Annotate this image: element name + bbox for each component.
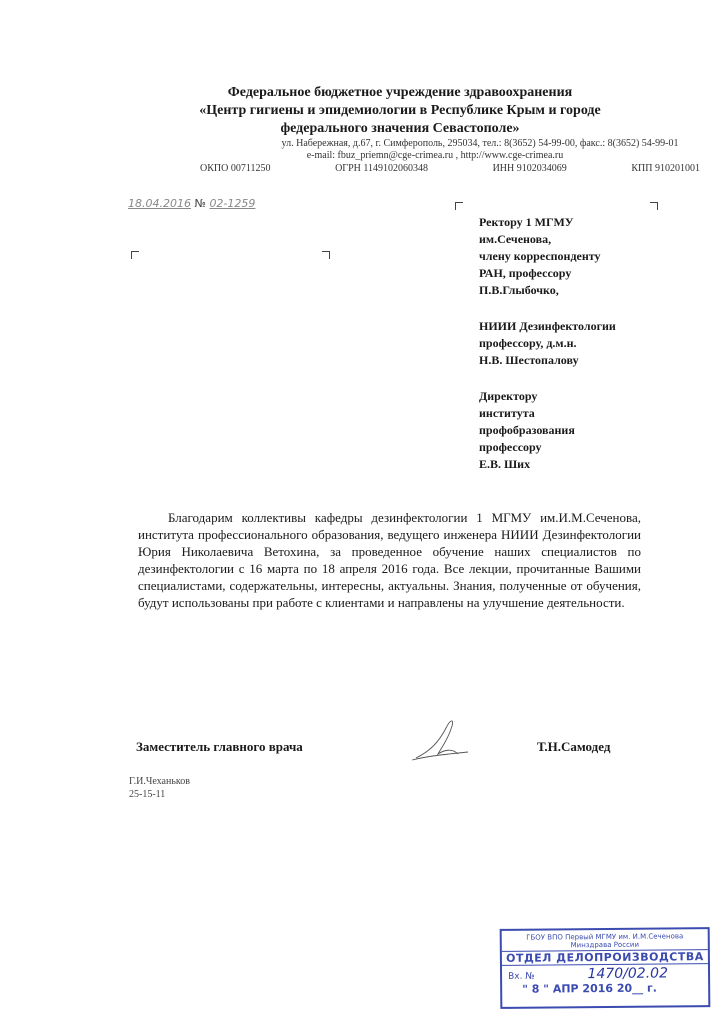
body-paragraph: Благодарим коллективы кафедры дезинфектологии 1 МГМУ им.И.М.Сеченова, института профессионального образования, ведущего инженера НИИИ Дезинфектологии Юрия Николаевича Ветохина, за проведенное обучение наших специалистов по дезинфектологии с 16 марта по 18 апреля 2016 года. Все лекции, прочитанные Вашими специалистами, содержательны, интересны, актуальны. Знания, полученные от обучения, будут использованы при работе с клиентами и направлены на улучшение деятельности. — [138, 510, 641, 610]
left-block-corner-mark — [131, 251, 139, 259]
addressee-line: РАН, профессору — [479, 266, 572, 280]
letterhead — [100, 84, 700, 174]
registration-stamp — [500, 927, 711, 1009]
addressee-line: профобразования — [479, 423, 575, 437]
executor-info — [129, 775, 190, 801]
executor-name: Г.И.Чеханьков — [129, 776, 190, 787]
left-block-corner-mark-right — [322, 251, 330, 259]
outgoing-reference — [128, 197, 255, 210]
stamp-in-label: Вх. № — [508, 971, 535, 982]
handwritten-signature — [408, 714, 478, 764]
stamp-department: ОТДЕЛ ДЕЛОПРОИЗВОДСТВА — [502, 949, 708, 966]
org-name-line1: Федеральное бюджетное учреждение здравоохранения — [227, 85, 573, 100]
addressee-line: члену корреспонденту — [479, 249, 601, 263]
addressee-line: им.Сеченова, — [479, 232, 552, 246]
stamp-in-number: 1470/02.02 — [587, 965, 669, 983]
addressee-line: Ректору 1 МГМУ — [479, 215, 574, 229]
signatory-name: Т.Н.Самодед — [537, 739, 611, 754]
addressee-corner-mark — [455, 202, 463, 210]
org-name-line2: «Центр гигиены и эпидемиологии в Республике Крым и городе — [199, 103, 601, 118]
outgoing-number: 02-1259 — [209, 197, 256, 210]
addressee-block — [479, 214, 616, 473]
addressee-line: Н.В. Шестопалову — [479, 353, 579, 367]
outgoing-date: 18.04.2016 — [128, 197, 191, 210]
addressee-line: института — [479, 406, 535, 420]
org-contacts: e-mail: fbuz_priemn@cge-crimea.ru , http://www.cge-crimea.ru — [306, 150, 564, 161]
addressee-line: Е.В. Ших — [479, 457, 531, 471]
addressee-line: Директору — [479, 389, 538, 403]
outgoing-no-label: № — [194, 197, 206, 210]
addressee-line: профессору — [479, 440, 542, 454]
addressee-line: П.В.Глыбочко, — [479, 283, 559, 297]
kpp: КПП 910201001 — [631, 163, 700, 174]
signatory-title: Заместитель главного врача — [136, 739, 303, 754]
org-address: ул. Набережная, д.67, г. Симферополь, 295034, тел.: 8(3652) 54-99-00, факс.: 8(3652) 54-99-01 — [281, 138, 679, 149]
addressee-line: НИИИ Дезинфектологии — [479, 319, 616, 333]
org-name-line3: федерального значения Севастополе» — [280, 121, 520, 136]
stamp-institution: ГБОУ ВПО Первый МГМУ им. И.М.Сеченова — [526, 932, 684, 942]
letter-body — [138, 509, 641, 611]
stamp-incoming — [502, 965, 708, 983]
addressee-corner-mark-right — [650, 202, 658, 210]
ogrn: ОГРН 1149102060348 — [335, 163, 428, 174]
stamp-ministry: Минздрава России — [570, 940, 640, 950]
executor-phone: 25-15-11 — [129, 789, 166, 800]
org-requisites — [100, 163, 700, 174]
okpo: ОКПО 00711250 — [200, 163, 271, 174]
stamp-date: " 8 " АПР 2016 20__ г. — [522, 981, 657, 996]
addressee-line: профессору, д.м.н. — [479, 336, 577, 350]
inn: ИНН 9102034069 — [492, 163, 567, 174]
